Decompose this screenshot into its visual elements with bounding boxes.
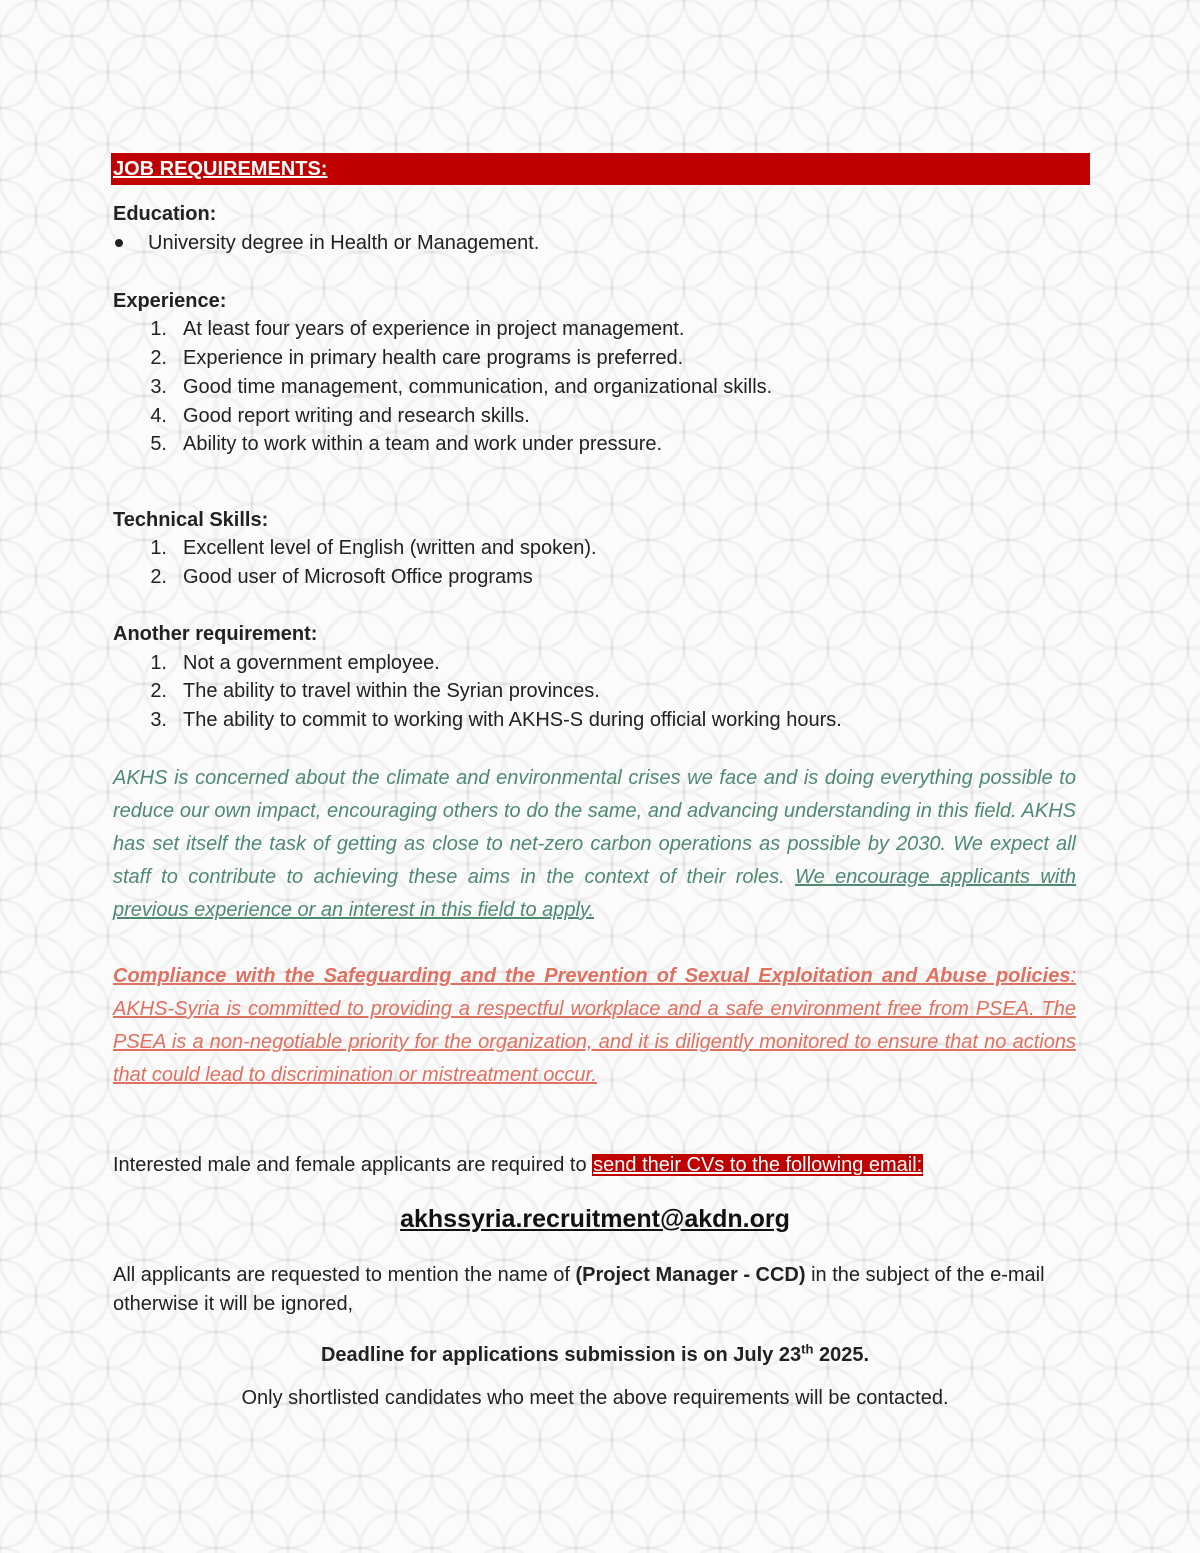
technical-skill-number: 1. xyxy=(150,537,167,559)
experience-item: Ability to work within a team and work under pressure. xyxy=(183,433,663,455)
cv-instruction xyxy=(113,1151,923,1179)
subject-instruction xyxy=(113,1261,1079,1319)
education-heading: Education: xyxy=(113,203,217,225)
requirement-item: The ability to travel within the Syrian provinces. xyxy=(183,680,600,702)
technical-skill-item: Good user of Microsoft Office programs xyxy=(183,566,533,588)
psea-title: Compliance with the Safeguarding and the Prevention of Sexual Exploitation and Abuse policies xyxy=(113,965,1071,987)
experience-item-number: 2. xyxy=(150,347,167,369)
experience-item: Good time management, communication, and organizational skills. xyxy=(183,376,773,398)
cv-instruction-text: Interested male and female applicants are required to xyxy=(113,1154,593,1176)
deadline-prefix: Deadline for applications submission is on July 23 xyxy=(320,1344,802,1366)
experience-item-number: 5. xyxy=(150,433,167,455)
cv-instruction-highlight: send their CVs to the following email: xyxy=(593,1154,923,1176)
shortlisted-note: Only shortlisted candidates who meet the above requirements will be contacted. xyxy=(241,1387,949,1409)
climate-statement xyxy=(113,762,1076,927)
deadline-suffix: 2025. xyxy=(813,1344,869,1366)
deadline-sup: th xyxy=(801,1341,814,1357)
technical-skill-number: 2. xyxy=(150,566,167,588)
requirement-item: Not a government employee. xyxy=(183,652,440,674)
experience-item-number: 1. xyxy=(150,318,167,340)
job-requirements-title: JOB REQUIREMENTS: xyxy=(113,158,328,180)
experience-item-number: 3. xyxy=(150,376,167,398)
requirement-number: 2. xyxy=(150,680,167,702)
recruitment-email-link[interactable]: akhssyria.recruitment@akdn.org xyxy=(400,1205,790,1233)
psea-statement xyxy=(113,960,1076,1092)
experience-item: Experience in primary health care programs is preferred. xyxy=(183,347,684,369)
requirement-number: 3. xyxy=(150,709,167,731)
subject-suffix: in the subject of the e-mail otherwise it will be ignored, xyxy=(113,1264,1045,1315)
technical-skills-heading: Technical Skills: xyxy=(113,509,269,531)
climate-encourage-text: We encourage applicants with previous experience or an interest in this field to apply. xyxy=(113,866,1076,921)
requirement-number: 1. xyxy=(150,652,167,674)
subject-prefix: All applicants are requested to mention the name of xyxy=(113,1264,576,1286)
technical-skill-item: Excellent level of English (written and spoken). xyxy=(183,537,597,559)
experience-heading: Experience: xyxy=(113,290,227,312)
subject-job-title: (Project Manager - CCD) xyxy=(575,1264,806,1286)
requirement-item: The ability to commit to working with AKHS-S during official working hours. xyxy=(183,709,842,731)
education-item: University degree in Health or Management. xyxy=(148,232,540,254)
experience-item: At least four years of experience in project management. xyxy=(183,318,685,340)
bullet-icon xyxy=(115,239,123,247)
experience-item-number: 4. xyxy=(150,405,167,427)
experience-item: Good report writing and research skills. xyxy=(183,405,530,427)
another-requirement-heading: Another requirement: xyxy=(113,623,318,645)
psea-text: : AKHS-Syria is committed to providing a respectful workplace and a safe environment free from PSEA. The PSEA is a non-negotiable priority for the organization, and it is diligently monitored to ensure that no actions that could lead to discrimination or mistreatment occur. xyxy=(113,965,1076,1086)
climate-text: AKHS is concerned about the climate and environmental crises we face and is doing everything possible to reduce our own impact, encouraging others to do the same, and advancing understanding in this field. AKHS has set itself the task of getting as close to net-zero carbon operations as possible by 2030. We expect all staff to contribute to achieving these aims in the context of their roles. xyxy=(113,767,1076,888)
deadline-text xyxy=(0,1341,1190,1369)
